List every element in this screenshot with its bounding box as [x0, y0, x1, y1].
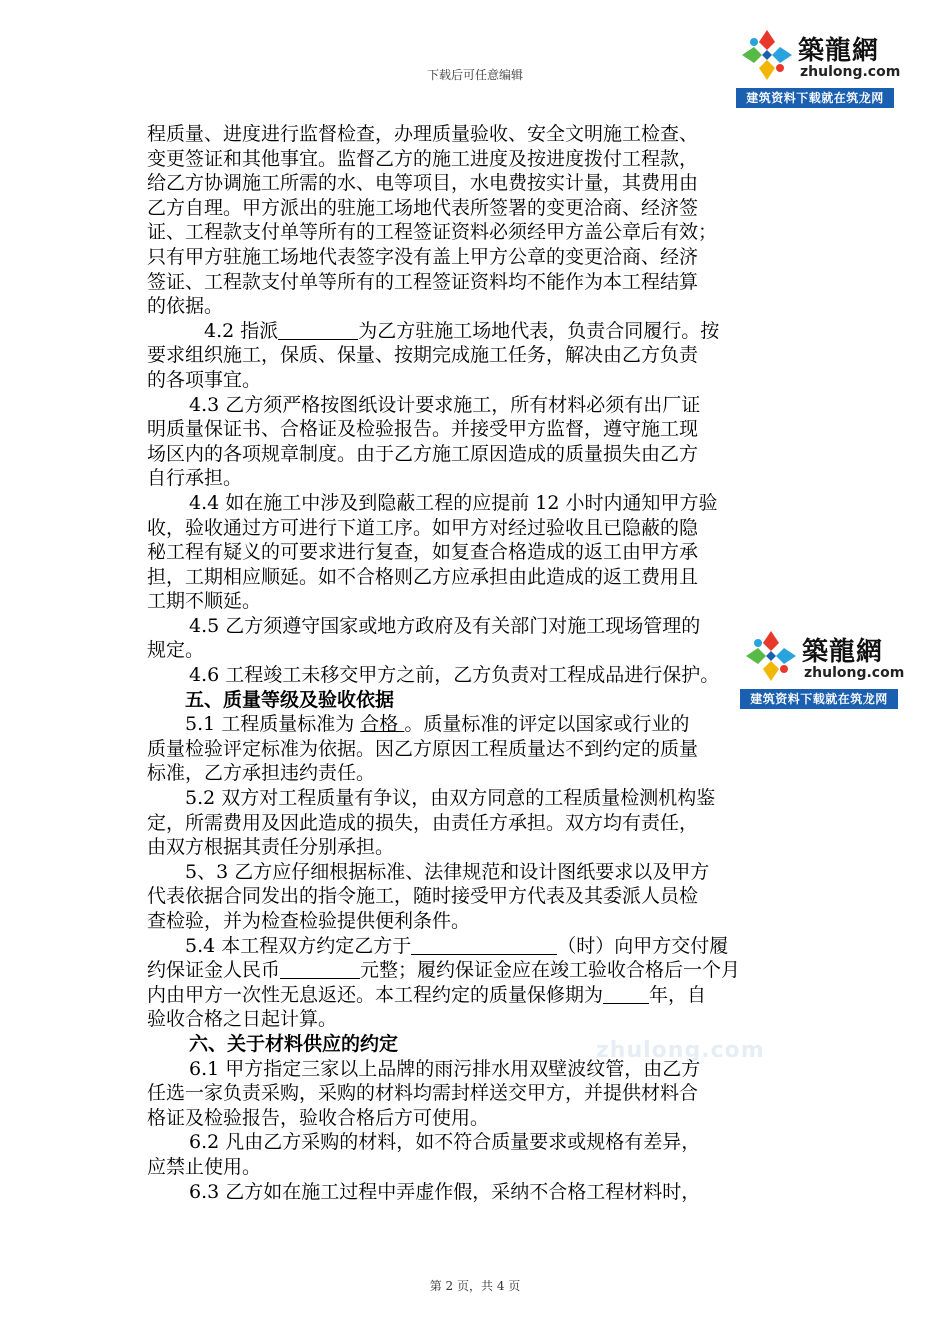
text-line: 工期不顺延。: [147, 590, 262, 613]
text-line: 只有甲方驻施工场地代表签字没有盖上甲方公章的变更洽商、经济: [147, 245, 699, 268]
text-line: 担，工期相应顺延。如不合格则乙方应承担由此造成的返工费用且: [147, 565, 699, 588]
blank-field[interactable]: [280, 959, 360, 979]
clause-5-2: 5.2 双方对工程质量有争议，由双方同意的工程质量检测机构鉴: [185, 787, 716, 810]
clause-6-1: 6.1 甲方指定三家以上品牌的雨污排水用双壁波纹管，由乙方: [189, 1057, 701, 1080]
text-line: 证、工程款支付单等所有的工程签证资料必须经甲方盖公章后有效；: [147, 221, 718, 244]
clause-4-3: 4.3 乙方须严格按图纸设计要求施工，所有材料必须有出厂证: [189, 393, 701, 416]
text-line: 应禁止使用。: [147, 1155, 262, 1178]
logo-banner: 建筑资料下载就在筑龙网: [736, 88, 894, 108]
text-line: 质量检验评定标准为依据。因乙方原因工程质量达不到约定的质量: [147, 737, 699, 760]
clause-4-4: 4.4 如在施工中涉及到隐蔽工程的应提前 12 小时内通知甲方验: [189, 491, 718, 514]
text-line: 的各项事宜。: [147, 368, 262, 391]
clause-6-2: 6.2 凡由乙方采购的材料，如不符合质量要求或规格有差异，: [189, 1131, 701, 1154]
blank-field[interactable]: [603, 984, 649, 1004]
section-heading-5: 五、质量等级及验收依据: [185, 688, 395, 711]
document-body: [147, 122, 807, 1204]
text-line: 定，所需费用及因此造成的损失，由责任方承担。双方均有责任，: [147, 811, 699, 834]
clause-text: 5.4 本工程双方约定乙方于: [185, 934, 412, 957]
clause-6-3: 6.3 乙方如在施工过程中弄虚作假，采纳不合格工程材料时，: [189, 1180, 701, 1203]
text-line: 验收合格之日起计算。: [147, 1008, 338, 1031]
text-line: 要求组织施工，保质、保量、按期完成施工任务，解决由乙方负责: [147, 344, 699, 367]
text-line: 场区内的各项规章制度。由于乙方施工原因造成的质量损失由乙方: [147, 442, 699, 465]
page-footer: 第 2 页，共 4 页: [429, 1279, 521, 1293]
zhulong-logo-icon: [740, 28, 794, 82]
logo-english-text: zhulong.com: [800, 64, 901, 80]
text-line: 代表依据合同发出的指令施工，随时接受甲方代表及其委派人员检: [147, 885, 699, 908]
text-line: 由双方根据其责任分别承担。: [147, 836, 395, 859]
clause-text: （时）向甲方交付履: [557, 934, 729, 957]
text-line: 格证及检验报告，验收合格后方可使用。: [147, 1106, 490, 1129]
logo-english-text: zhulong.com: [804, 665, 905, 681]
clause-5-3: 5、3 乙方应仔细根据标准、法律规范和设计图纸要求以及甲方: [185, 860, 710, 883]
watermark-text: zhulong.com: [596, 1038, 765, 1063]
clause-5-4: [147, 934, 807, 959]
blank-field[interactable]: [278, 320, 358, 340]
text-line: 自行承担。: [147, 467, 243, 490]
clause-text: 年，自: [649, 983, 707, 1006]
text-line: 乙方自理。甲方派出的驻施工场地代表所签署的变更洽商、经济签: [147, 196, 699, 219]
text-line: 给乙方协调施工所需的水、电等项目，水电费按实计量，其费用由: [147, 172, 699, 195]
clause-text: 元整；履约保证金应在竣工验收合格后一个月: [360, 959, 741, 982]
text-line: [147, 958, 807, 983]
logo-chinese-text: 築龍網: [802, 637, 884, 667]
blank-field[interactable]: [411, 935, 557, 955]
text-line: 程质量、进度进行监督检查，办理质量验收、安全文明施工检查、: [147, 123, 699, 145]
logo-banner: 建筑资料下载就在筑龙网: [740, 689, 898, 709]
logo-chinese-text: 築龍網: [798, 36, 880, 66]
text-line: 标准，乙方承担违约责任。: [147, 762, 376, 785]
clause-text: 4.2 指派: [204, 319, 279, 342]
quality-standard-value: 合格: [360, 713, 405, 736]
section-heading-6: 六、关于材料供应的约定: [189, 1032, 399, 1055]
clause-text: 内由甲方一次性无息返还。本工程约定的质量保修期为: [147, 983, 604, 1006]
clause-4-6: 4.6 工程竣工未移交甲方之前，乙方负责对工程成品进行保护。: [189, 664, 720, 687]
text-line: 的依据。: [147, 295, 224, 318]
text-line: 签证、工程款支付单等所有的工程签证资料均不能作为本工程结算: [147, 270, 699, 293]
clause-text: 约保证金人民币: [147, 959, 281, 982]
text-line: 秘工程有疑义的可要求进行复查，如复查合格造成的返工由甲方承: [147, 541, 699, 564]
clause-5-1: [147, 712, 807, 737]
clause-text: 5.1 工程质量标准为: [185, 713, 361, 736]
text-line: 任选一家负责采购，采购的材料均需封样送交甲方，并提供材料合: [147, 1082, 699, 1105]
text-line: 收，验收通过方可进行下道工序。如甲方对经过验收且已隐蔽的隐: [147, 516, 699, 539]
text-line: [147, 983, 807, 1008]
text-line: 规定。: [147, 639, 205, 662]
clause-4-5: 4.5 乙方须遵守国家或地方政府及有关部门对施工现场管理的: [189, 614, 701, 637]
zhulong-logo-top[interactable]: [736, 24, 901, 108]
text-line: 明质量保证书、合格证及检验报告。并接受甲方监督，遵守施工现: [147, 418, 699, 441]
text-line: 查检验，并为检查检验提供便利条件。: [147, 910, 471, 932]
clause-4-2: [147, 319, 807, 344]
header-note: 下载后可任意编辑: [426, 68, 523, 82]
clause-text: 为乙方驻施工场地代表，负责合同履行。按: [358, 319, 720, 342]
clause-text: 。质量标准的评定以国家或行业的: [404, 713, 690, 736]
text-line: 变更签证和其他事宜。监督乙方的施工进度及按进度拨付工程款，: [147, 147, 699, 170]
